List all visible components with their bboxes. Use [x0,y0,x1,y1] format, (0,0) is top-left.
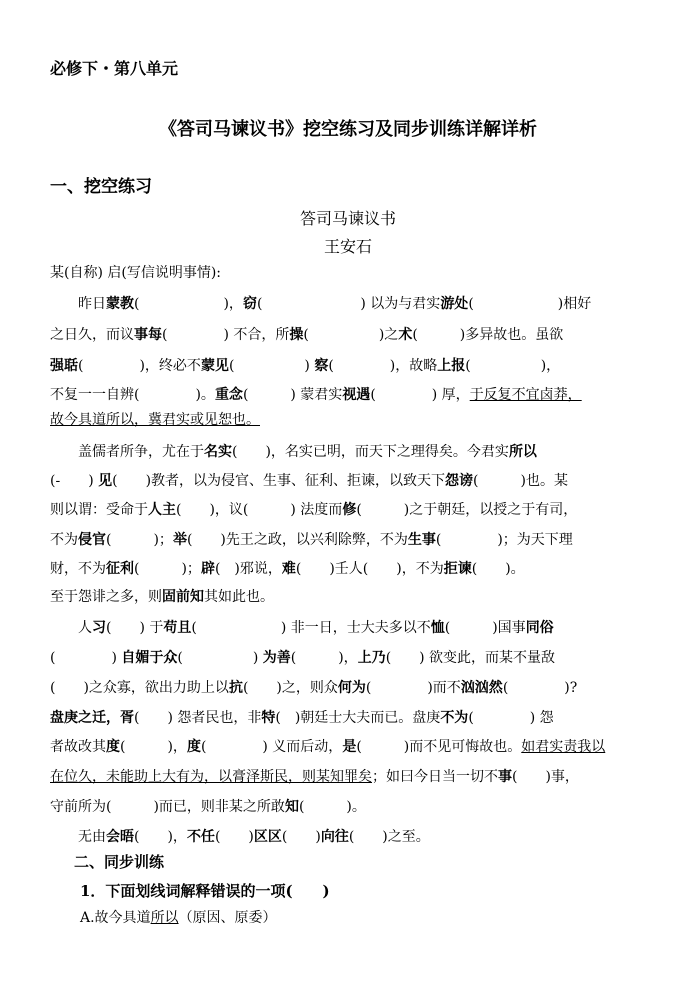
line-text: ；如曰今日当一切不 [372,769,498,785]
line-text: ( ) 义而后动， [200,739,343,755]
line-text: ( )，故略 [328,358,438,374]
keyword: 何为 [337,680,366,696]
essay-line [50,529,573,549]
line-text: ( )，名实已明，而天下之理得矣。今君实 [232,444,509,460]
option-a-suffix: （原因、原委） [178,910,277,926]
line-text: ( )教者，以为侵官、生事、征利、拒谏，以致天下 [112,473,446,489]
keyword: 术 [398,327,413,343]
keyword: 不为 [440,710,469,726]
keyword: 度 [106,739,120,755]
line-text: 则以谓：受命于 [50,502,148,518]
keyword: 侵官 [78,532,106,548]
line-text: 昨日 [50,296,106,312]
keyword: 知 [284,799,299,815]
essay-line [50,470,568,490]
essay-title: 答司马谏议书 [299,209,396,228]
line-text: ( )之众寡，欲出力助上以 [50,680,229,696]
essay-line [50,766,579,786]
keyword: 重念 [214,387,243,403]
line-text: ( )，议( ) 法度而 [176,502,343,518]
line-text: 某(自称) 启(写信说明事情): [50,265,222,281]
essay-line [50,409,260,429]
option-a-prefix: A.故今具道 [80,910,151,926]
line-text: ( ) [228,358,315,374]
line-text: (- ) [50,473,99,489]
line-text: ( ) 以为与君实 [256,296,441,312]
line-text: ( ) 蒙君实 [242,387,343,403]
option-a[interactable] [80,907,277,927]
document-title: 《答司马谏议书》挖空练习及同步训练详解详析 [159,119,537,140]
line-text: ( )壬人( )，不为 [295,561,444,577]
line-text: ( )； [106,532,173,548]
keyword: 不任 [186,829,215,845]
line-text: ( )， [134,296,243,312]
keyword: 征利 [106,561,134,577]
line-text: ( )； [134,561,201,577]
question-1: 1．下面划线词解释错误的一项( ) [80,882,330,900]
line-text: ( )之，则众 [242,680,338,696]
line-text: ( ) [177,650,263,666]
line-text: ( )国事 [444,620,526,636]
line-text: ( ) 厚， [370,387,470,403]
line-text: 者故改其 [50,739,106,755]
line-text: ( ) 非一日，士大夫多以不 [191,620,431,636]
essay-author: 王安石 [323,237,372,256]
essay-line [50,324,563,344]
line-text: ( )， [120,739,187,755]
essay-line [50,558,525,578]
line-text: ( )， [465,358,561,374]
line-text: ( )之于朝廷，以授之于有司， [356,502,578,518]
line-text: ( )邪说， [214,561,282,577]
keyword: 自媚于众 [121,650,178,666]
line-text: 盖儒者所争，尤在于 [50,444,204,460]
line-text: ( )。 [471,561,525,577]
keyword: 向往 [320,829,349,845]
line-text: 不为 [50,532,78,548]
keyword: 视遇 [342,387,371,403]
line-text: ( ) 欲变此，而某不量敌 [385,650,556,666]
essay-line [50,499,577,519]
keyword: 是 [342,739,357,755]
line-text: ( )之 [303,327,399,343]
line-text: ( ) [214,829,254,845]
section-heading-exercise: 一、挖空练习 [50,177,152,197]
keyword: 蒙见 [200,358,229,374]
keyword: 修 [342,502,357,518]
essay-line [50,355,560,375]
keyword: 恤 [430,620,445,636]
line-text: 财，不为 [50,561,106,577]
line-text: ( )，终必不 [78,358,201,374]
line-text: ( )而不见可悔故也。 [356,739,522,755]
essay-line [50,441,537,461]
keyword: 人主 [148,502,176,518]
keyword: 会晤 [106,829,134,845]
line-text: ( )多异故也。虽欲 [412,327,564,343]
line-text: 人 [50,620,92,636]
keyword: 同俗 [525,620,554,636]
underlined-text: 故今具道所以，冀君实或见恕也。 [50,412,260,428]
keyword: 为善 [262,650,291,666]
essay-line [50,707,554,727]
keyword: 察 [314,358,329,374]
underlined-text: 在位久，未能助上大有为，以膏泽斯民，则某知罪矣 [50,769,372,785]
line-text: ( )朝廷士大夫而已。盘庚 [275,710,441,726]
keyword: 事每 [134,327,162,343]
line-text: 之日久，而议 [50,327,134,343]
keyword: 度 [186,739,201,755]
line-text: 不复一一自辨( )。 [50,387,215,403]
underlined-text: 于反复不宜卤莽， [469,387,582,403]
line-text: ( )? [502,680,578,696]
keyword: 抗 [228,680,243,696]
option-a-underlined-word: 所以 [150,910,179,926]
essay-line [50,617,554,637]
essay-line [50,736,605,756]
line-text: ( )先王之政，以兴利除弊，不为 [186,532,408,548]
essay-line [50,796,366,816]
keyword: 难 [281,561,296,577]
line-text: ( )之至。 [348,829,430,845]
keyword: 拒谏 [443,561,472,577]
line-text: ( ) 怨 [468,710,554,726]
keyword: 特 [261,710,276,726]
keyword: 游处 [440,296,469,312]
keyword: 固前知 [162,589,204,605]
keyword: 名实 [204,444,232,460]
line-text: ( )， [134,829,187,845]
line-text: ( )， [290,650,358,666]
line-text: ( ) [50,650,122,666]
keyword: 举 [172,532,187,548]
line-text: 至于怨诽之多，则 [50,589,162,605]
line-text: ( ) [281,829,321,845]
line-text: ( )。 [298,799,366,815]
keyword: 辟 [200,561,215,577]
essay-line [50,586,274,606]
essay-line [50,262,221,282]
line-text: ( )事， [512,769,579,785]
keyword: 上报 [437,358,466,374]
keyword: 窃 [242,296,257,312]
keyword: 操 [289,327,304,343]
line-text: ( )也。某 [473,473,568,489]
line-text: 守前所为( )而已，则非某之所敢 [50,799,285,815]
keyword: 怨谤 [445,473,474,489]
keyword: 习 [92,620,106,636]
keyword: 盘庚之迁，胥 [50,710,134,726]
keyword: 强聒 [50,358,78,374]
line-text: ( ) 不合，所 [162,327,290,343]
section-heading-training: 二、同步训练 [74,853,165,871]
keyword: 见 [98,473,113,489]
keyword: 苟且 [163,620,192,636]
keyword: 生事 [407,532,436,548]
underlined-text: 如君实责我以 [521,739,606,755]
essay-line [50,677,577,697]
line-text: ( ) 怨者民也，非 [134,710,262,726]
keyword: 区区 [253,829,282,845]
essay-line [50,826,430,846]
keyword: 汹汹然 [460,680,503,696]
keyword: 事 [498,769,512,785]
line-text: ( ) 于 [106,620,164,636]
keyword: 蒙教 [106,296,134,312]
line-text: ( )；为天下理 [435,532,573,548]
line-text: 其如此也。 [204,589,274,605]
line-text: ( )相好 [468,296,592,312]
essay-line [50,647,555,667]
essay-line [50,293,591,313]
keyword: 所以 [508,444,537,460]
essay-line [50,384,582,404]
unit-label: 必修下・第八单元 [50,59,179,78]
keyword: 上乃 [357,650,386,666]
line-text: ( )而不 [365,680,461,696]
line-text: 无由 [50,829,106,845]
